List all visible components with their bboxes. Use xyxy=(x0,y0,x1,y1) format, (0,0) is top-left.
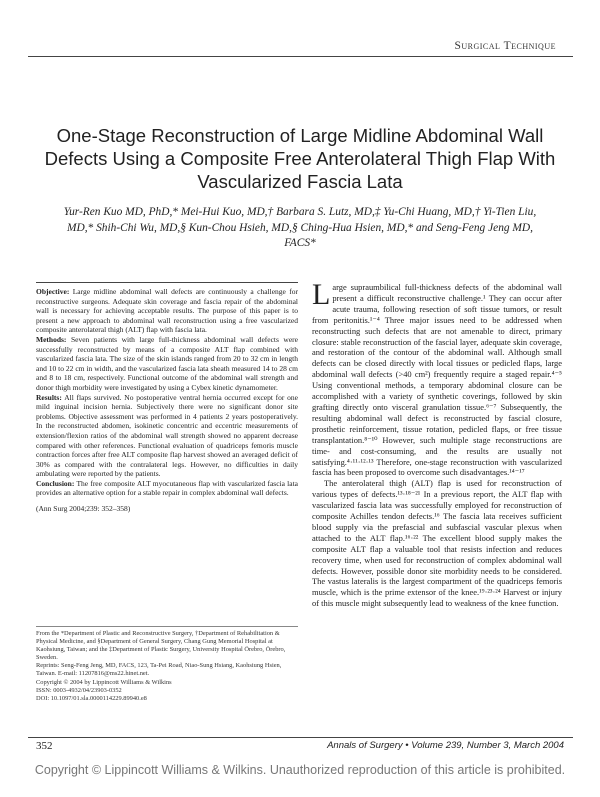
results-label: Results: xyxy=(36,392,62,402)
affiliation-issn: ISSN: 0003-4932/04/23903-0352 xyxy=(36,686,122,694)
abstract-objective xyxy=(36,287,298,335)
affiliation-block xyxy=(36,630,298,703)
objective-text: Large midline abdominal wall defects are continuously a challenge for reconstructive surgeons. Adequate skin coverage and fascia repair of the abdominal wall is necessary for achieving acceptable results. The purpose of this paper is to present a new approach to abdominal wall reconstruction using a free vascularized composite anterolateral thigh (ALT) flap with fascia lata. xyxy=(36,287,298,335)
section-label xyxy=(454,40,556,52)
author-list: Yur-Ren Kuo MD, PhD,* Mei-Hui Kuo, MD,† Barbara S. Lutz, MD,‡ Yu-Chi Huang, MD,† Yi-Tien Liu, MD,* Shih-Chi Wu, MD,§ Kun-Chou Hsieh, MD,§ Ching-Hua Hsien, MD,* and Seng-Feng Jeng MD, FACS* xyxy=(63,206,537,249)
abstract-conclusion xyxy=(36,479,298,498)
section-text: Surgical Technique xyxy=(454,40,556,52)
abstract-methods xyxy=(36,335,298,393)
results-text: All flaps survived. No postoperative ventral hernia occurred except for one mild inguinal incision hernia. Subjectively there were no significant donor site problems. Objective assessment was performed in 4 patients 2 years postoperatively. In the reconstructed abdomen, isokinetic concentric and eccentric measurements of extension/flexion ratios of the abdominal wall strength showed no apparent decrease compared with other references. Functional evaluation of quadriceps femoris muscle contraction forces after free ALT composite flap harvest showed an averaged deficit of 30% as compared with the contralateral legs. However, no difficulties in daily ambulating were reported by the patients. xyxy=(36,392,299,479)
footer-rule xyxy=(28,737,573,738)
affiliation-reprints: Reprints: Seng-Feng Jeng, MD, FACS, 123, Ta-Pei Road, Niao-Sung Hsiang, Kaohsiung Hsien, Taiwan. E-mail: 11207816@ms22.hinet.net. xyxy=(36,662,282,678)
abstract-citation: (Ann Surg 2004;239: 352–358) xyxy=(36,504,131,514)
journal-info: Annals of Surgery • Volume 239, Number 3, March 2004 xyxy=(327,740,564,751)
affiliation-from: From the *Department of Plastic and Reconstructive Surgery, †Department of Rehabilitation & Physical Medicine, and §Department of General Surgery, Chang Gung Memorial Hospital at Kaohsiung, Taiwan; and the ‡Department of Plastic Surgery, University Hospital Örebro, Örebro, Sweden. xyxy=(36,630,286,662)
objective-label: Objective: xyxy=(36,287,70,296)
article-title: One-Stage Reconstruction of Large Midline Abdominal Wall Defects Using a Composite Free Anterolateral Thigh Flap With Vascularized Fascia Lata xyxy=(44,125,556,192)
body-paragraph-2: The anterolateral thigh (ALT) flap is used for reconstruction of various types of defects.¹³·¹⁸⁻²¹ In a previous report, the ALT flap with vascularized fascia lata was successfully employed for reconstruction of composite Achilles tendon defects.¹⁶ The fascia lata receives sufficient blood supply via the prefascial and subfascial vascular plexus when attached to the ALT flap.¹⁶·²² The excellent blood supply makes the composite ALT flap a valuable tool that resists infection and reduces recovery time, when used for reconstruction of complex abdominal wall defects. However, possible donor site morbidity needs to be considered. The vastus lateralis is the largest compartment of the quadriceps femoris muscle, which is the prime extensor of the knee.¹⁹·²³·²⁴ Harvest or injury of this muscle might subsequently lead to weakness of the knee function. xyxy=(312,478,562,609)
abstract-box xyxy=(36,282,298,514)
conclusion-text: The free composite ALT myocutaneous flap with vascularized fascia lata provides an alternative option for a stable repair in complex abdominal wall defects. xyxy=(36,478,298,498)
abstract-results xyxy=(36,393,298,479)
body-column xyxy=(312,278,562,609)
methods-text: Seven patients with large full-thickness abdominal wall defects were successfully reconstructed by means of a composite ALT flap combined with vascularized fascia lata. The size of the skin islands ranged from 20 to 32 cm in length and 10 to 22 cm in width, and the vascularized fascia lata sheath measured 14 to 28 cm and 8 to 18 cm, respectively. Functional outcome of the abdominal wall strength and donor thigh morbidity were investigated by using a Cybex kinetic dynamometer. xyxy=(36,334,298,392)
drop-cap: L xyxy=(312,278,331,311)
methods-label: Methods: xyxy=(36,334,67,344)
header-rule xyxy=(28,56,573,57)
copyright-notice: Copyright © Lippincott Williams & Wilkins. Unauthorized reproduction of this article is prohibited. xyxy=(34,763,566,777)
body-paragraph-1 xyxy=(312,278,562,478)
affiliation-doi: DOI: 10.1097/01.sla.0000114229.89940.e8 xyxy=(36,694,147,702)
page-number: 352 xyxy=(36,740,53,752)
body-paragraph-1-text: arge supraumbilical full-thickness defects of the abdominal wall present a difficult reconstructive challenge.¹ They can occur after acute trauma, following resection of soft tissue tumors, or result from peritonitis.¹⁻⁴ Three major issues need to be addressed when reconstructing such defects that are not amenable to direct, primary closure: stable reconstruction of the fascial layer, adequate skin coverage, and restoration of the contour of the abdominal wall. Although small defects can be closed directly with local tissues or pedicled flaps, large abdominal wall defects (>40 cm²) frequently require a staged repair.⁴⁻⁵ Using conventional methods, a temporary abdominal closure can be accomplished with a variety of synthetic coverings, followed by skin grafting directly onto visceral granulation tissue.⁶⁻⁷ Subsequently, the resulting abdominal wall defect is reconstructed by fascial closure, prosthetic reinforcement, tissue rotation, pedicled flaps, or free tissue transplantation.⁸⁻¹⁰ However, such multiple stage reconstructions are time- and cost-consuming, and the results are usually not satisfying.⁴·¹¹·¹²·¹³ Therefore, one-stage reconstruction with vascularized fascia has been proposed to overcome such disadvantages.¹⁴⁻¹⁷ xyxy=(312,282,562,478)
affiliation-rule xyxy=(36,626,298,627)
affiliation-copyright: Copyright © 2004 by Lippincott Williams & Wilkins xyxy=(36,678,172,686)
conclusion-label: Conclusion: xyxy=(36,478,75,488)
